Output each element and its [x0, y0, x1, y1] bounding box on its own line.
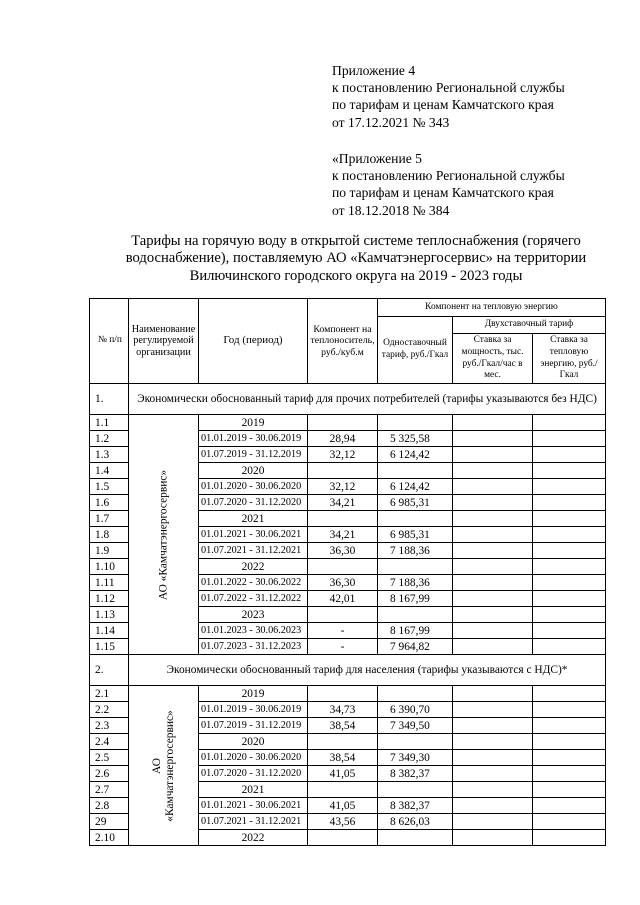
year-cell: 2022	[199, 559, 308, 575]
carrier-component-cell: 41,05	[308, 798, 378, 814]
energy-rate-cell	[533, 623, 606, 639]
row-number: 2.8	[90, 798, 129, 814]
header-org: Наименование регулируемой организации	[129, 299, 199, 384]
period-cell: 01.07.2021 - 31.12.2021	[199, 543, 308, 559]
carrier-component-cell	[308, 559, 378, 575]
single-rate-cell: 7 188,36	[378, 575, 453, 591]
single-rate-cell: 7 964,82	[378, 639, 453, 655]
appendix-line: по тарифам и ценам Камчатского края	[332, 185, 554, 201]
section-number: 1.	[90, 384, 129, 415]
energy-rate-cell	[533, 591, 606, 607]
title-line: Тарифы на горячую воду в открытой системе теплоснабжения (горячего	[131, 233, 581, 249]
row-number: 1.4	[90, 463, 129, 479]
energy-rate-cell	[533, 750, 606, 766]
carrier-component-cell: 36,30	[308, 575, 378, 591]
carrier-component-cell: 32,12	[308, 479, 378, 495]
capacity-rate-cell	[453, 591, 533, 607]
capacity-rate-cell	[453, 479, 533, 495]
energy-rate-cell	[533, 543, 606, 559]
capacity-rate-cell	[453, 750, 533, 766]
capacity-rate-cell	[453, 607, 533, 623]
energy-rate-cell	[533, 734, 606, 750]
energy-rate-cell	[533, 607, 606, 623]
single-rate-cell: 6 985,31	[378, 495, 453, 511]
single-rate-cell: 6 124,42	[378, 447, 453, 463]
organization-name-line: АО	[150, 757, 163, 774]
row-number: 1.5	[90, 479, 129, 495]
row-number: 1.3	[90, 447, 129, 463]
capacity-rate-cell	[453, 415, 533, 431]
energy-rate-cell	[533, 495, 606, 511]
appendix-line: от 17.12.2021 № 343	[332, 114, 450, 130]
appendix-line: к постановлению Региональной службы	[332, 80, 565, 96]
energy-rate-cell	[533, 782, 606, 798]
single-rate-cell: 6 985,31	[378, 527, 453, 543]
header-two-rate: Двухставочный тариф	[453, 317, 606, 334]
carrier-component-cell: 43,56	[308, 814, 378, 830]
single-rate-cell	[378, 463, 453, 479]
period-cell: 01.01.2021 - 30.06.2021	[199, 798, 308, 814]
row-number: 1.6	[90, 495, 129, 511]
appendix-line: от 18.12.2018 № 384	[332, 202, 450, 218]
single-rate-cell	[378, 559, 453, 575]
row-number: 2.5	[90, 750, 129, 766]
document-title	[96, 233, 616, 285]
row-number: 2.7	[90, 782, 129, 798]
carrier-component-cell: 32,12	[308, 447, 378, 463]
single-rate-cell: 6 390,70	[378, 702, 453, 718]
energy-rate-cell	[533, 686, 606, 702]
capacity-rate-cell	[453, 782, 533, 798]
period-cell: 01.07.2021 - 31.12.2021	[199, 814, 308, 830]
capacity-rate-cell	[453, 766, 533, 782]
capacity-rate-cell	[453, 702, 533, 718]
row-number: 1.15	[90, 639, 129, 655]
carrier-component-cell: 42,01	[308, 591, 378, 607]
single-rate-cell	[378, 511, 453, 527]
carrier-component-cell: -	[308, 623, 378, 639]
period-cell: 01.01.2021 - 30.06.2021	[199, 527, 308, 543]
section-number: 2.	[90, 655, 129, 686]
row-number: 2.6	[90, 766, 129, 782]
single-rate-cell: 6 124,42	[378, 479, 453, 495]
period-cell: 01.07.2022 - 31.12.2022	[199, 591, 308, 607]
header-capacity-rate: Ставка за мощность, тыс. руб./Гкал/час в мес.	[453, 334, 533, 384]
title-line: Вилючинского городского округа на 2019 - 2023 годы	[189, 267, 523, 284]
period-cell: 01.01.2019 - 30.06.2019	[199, 431, 308, 447]
carrier-component-cell	[308, 830, 378, 846]
row-number: 1.10	[90, 559, 129, 575]
carrier-component-cell: 38,54	[308, 718, 378, 734]
capacity-rate-cell	[453, 559, 533, 575]
appendix-line: к постановлению Региональной службы	[332, 168, 565, 184]
capacity-rate-cell	[453, 623, 533, 639]
period-cell: 01.07.2019 - 31.12.2019	[199, 718, 308, 734]
period-cell: 01.01.2019 - 30.06.2019	[199, 702, 308, 718]
row-number: 2.4	[90, 734, 129, 750]
capacity-rate-cell	[453, 575, 533, 591]
capacity-rate-cell	[453, 463, 533, 479]
period-cell: 01.07.2020 - 31.12.2020	[199, 495, 308, 511]
title-line: водоснабжение), поставляемую АО «Камчатэнергосервис» на территории	[125, 250, 587, 267]
row-number: 1.7	[90, 511, 129, 527]
capacity-rate-cell	[453, 511, 533, 527]
header-period: Год (период)	[199, 299, 308, 384]
energy-rate-cell	[533, 702, 606, 718]
carrier-component-cell	[308, 607, 378, 623]
appendix-line: по тарифам и ценам Камчатского края	[332, 97, 554, 113]
row-number: 1.1	[90, 415, 129, 431]
row-number: 1.13	[90, 607, 129, 623]
organization-name-cell	[129, 415, 199, 655]
single-rate-cell: 8 167,99	[378, 591, 453, 607]
organization-name-cell	[129, 686, 199, 846]
capacity-rate-cell	[453, 431, 533, 447]
single-rate-cell: 7 188,36	[378, 543, 453, 559]
carrier-component-cell	[308, 415, 378, 431]
row-number: 2.1	[90, 686, 129, 702]
capacity-rate-cell	[453, 686, 533, 702]
table-row	[90, 415, 606, 431]
organization-name-line: «Камчатэнергосервис»	[163, 709, 176, 822]
header-single-rate: Одноставочный тариф, руб./Гкал	[378, 317, 453, 384]
appendix-4-header	[332, 62, 632, 131]
energy-rate-cell	[533, 830, 606, 846]
single-rate-cell	[378, 734, 453, 750]
energy-rate-cell	[533, 479, 606, 495]
carrier-component-cell: 36,30	[308, 543, 378, 559]
carrier-component-cell	[308, 511, 378, 527]
appendix-title: Приложение 4	[332, 63, 416, 78]
year-cell: 2019	[199, 686, 308, 702]
capacity-rate-cell	[453, 718, 533, 734]
single-rate-cell: 7 349,30	[378, 750, 453, 766]
carrier-component-cell: 34,73	[308, 702, 378, 718]
energy-rate-cell	[533, 766, 606, 782]
header-thermal: Компонент на тепловую энергию	[378, 299, 606, 317]
organization-name: АО «Камчатэнергосервис»	[157, 469, 169, 600]
year-cell: 2021	[199, 782, 308, 798]
period-cell: 01.01.2020 - 30.06.2020	[199, 479, 308, 495]
carrier-component-cell: 28,94	[308, 431, 378, 447]
single-rate-cell	[378, 607, 453, 623]
single-rate-cell: 8 167,99	[378, 623, 453, 639]
single-rate-cell	[378, 782, 453, 798]
year-cell: 2020	[199, 463, 308, 479]
section-header-row	[90, 384, 606, 415]
row-number: 2.3	[90, 718, 129, 734]
period-cell: 01.07.2023 - 31.12.2023	[199, 639, 308, 655]
carrier-component-cell: 38,54	[308, 750, 378, 766]
row-number: 1.12	[90, 591, 129, 607]
row-number: 2.10	[90, 830, 129, 846]
capacity-rate-cell	[453, 734, 533, 750]
capacity-rate-cell	[453, 814, 533, 830]
energy-rate-cell	[533, 718, 606, 734]
carrier-component-cell: -	[308, 639, 378, 655]
energy-rate-cell	[533, 559, 606, 575]
section-header-row	[90, 655, 606, 686]
appendix-5-header	[332, 150, 632, 219]
energy-rate-cell	[533, 575, 606, 591]
row-number: 1.11	[90, 575, 129, 591]
year-cell: 2020	[199, 734, 308, 750]
header-num: № п/п	[90, 299, 129, 384]
single-rate-cell: 5 325,58	[378, 431, 453, 447]
energy-rate-cell	[533, 415, 606, 431]
period-cell: 01.01.2020 - 30.06.2020	[199, 750, 308, 766]
carrier-component-cell: 34,21	[308, 495, 378, 511]
section-title: Экономически обоснованный тариф для прочих потребителей (тарифы указываются без НДС)	[129, 384, 606, 415]
single-rate-cell: 8 626,03	[378, 814, 453, 830]
energy-rate-cell	[533, 431, 606, 447]
row-number: 2.2	[90, 702, 129, 718]
year-cell: 2023	[199, 607, 308, 623]
row-number: 1.14	[90, 623, 129, 639]
header-carrier: Компонент на теплоноситель, руб./куб.м	[308, 299, 378, 384]
table-row	[90, 686, 606, 702]
carrier-component-cell: 41,05	[308, 766, 378, 782]
energy-rate-cell	[533, 798, 606, 814]
period-cell: 01.01.2023 - 30.06.2023	[199, 623, 308, 639]
energy-rate-cell	[533, 463, 606, 479]
capacity-rate-cell	[453, 447, 533, 463]
table-body	[90, 384, 606, 846]
header-energy-rate: Ставка за тепловую энергию, руб./Гкал	[533, 334, 606, 384]
single-rate-cell: 7 349,50	[378, 718, 453, 734]
year-cell: 2022	[199, 830, 308, 846]
section-title: Экономически обоснованный тариф для населения (тарифы указываются с НДС)*	[129, 655, 606, 686]
year-cell: 2021	[199, 511, 308, 527]
energy-rate-cell	[533, 511, 606, 527]
period-cell: 01.01.2022 - 30.06.2022	[199, 575, 308, 591]
row-number: 29	[90, 814, 129, 830]
carrier-component-cell	[308, 734, 378, 750]
year-cell: 2019	[199, 415, 308, 431]
row-number: 1.2	[90, 431, 129, 447]
capacity-rate-cell	[453, 527, 533, 543]
carrier-component-cell: 34,21	[308, 527, 378, 543]
single-rate-cell: 8 382,37	[378, 766, 453, 782]
single-rate-cell	[378, 686, 453, 702]
organization-name	[151, 710, 177, 821]
energy-rate-cell	[533, 639, 606, 655]
energy-rate-cell	[533, 447, 606, 463]
capacity-rate-cell	[453, 495, 533, 511]
capacity-rate-cell	[453, 798, 533, 814]
energy-rate-cell	[533, 814, 606, 830]
carrier-component-cell	[308, 782, 378, 798]
tariff-table	[89, 298, 606, 846]
period-cell: 01.07.2020 - 31.12.2020	[199, 766, 308, 782]
capacity-rate-cell	[453, 830, 533, 846]
capacity-rate-cell	[453, 639, 533, 655]
carrier-component-cell	[308, 463, 378, 479]
row-number: 1.8	[90, 527, 129, 543]
row-number: 1.9	[90, 543, 129, 559]
period-cell: 01.07.2019 - 31.12.2019	[199, 447, 308, 463]
carrier-component-cell	[308, 686, 378, 702]
capacity-rate-cell	[453, 543, 533, 559]
single-rate-cell	[378, 415, 453, 431]
single-rate-cell	[378, 830, 453, 846]
single-rate-cell: 8 382,37	[378, 798, 453, 814]
energy-rate-cell	[533, 527, 606, 543]
appendix-title: «Приложение 5	[332, 151, 422, 166]
